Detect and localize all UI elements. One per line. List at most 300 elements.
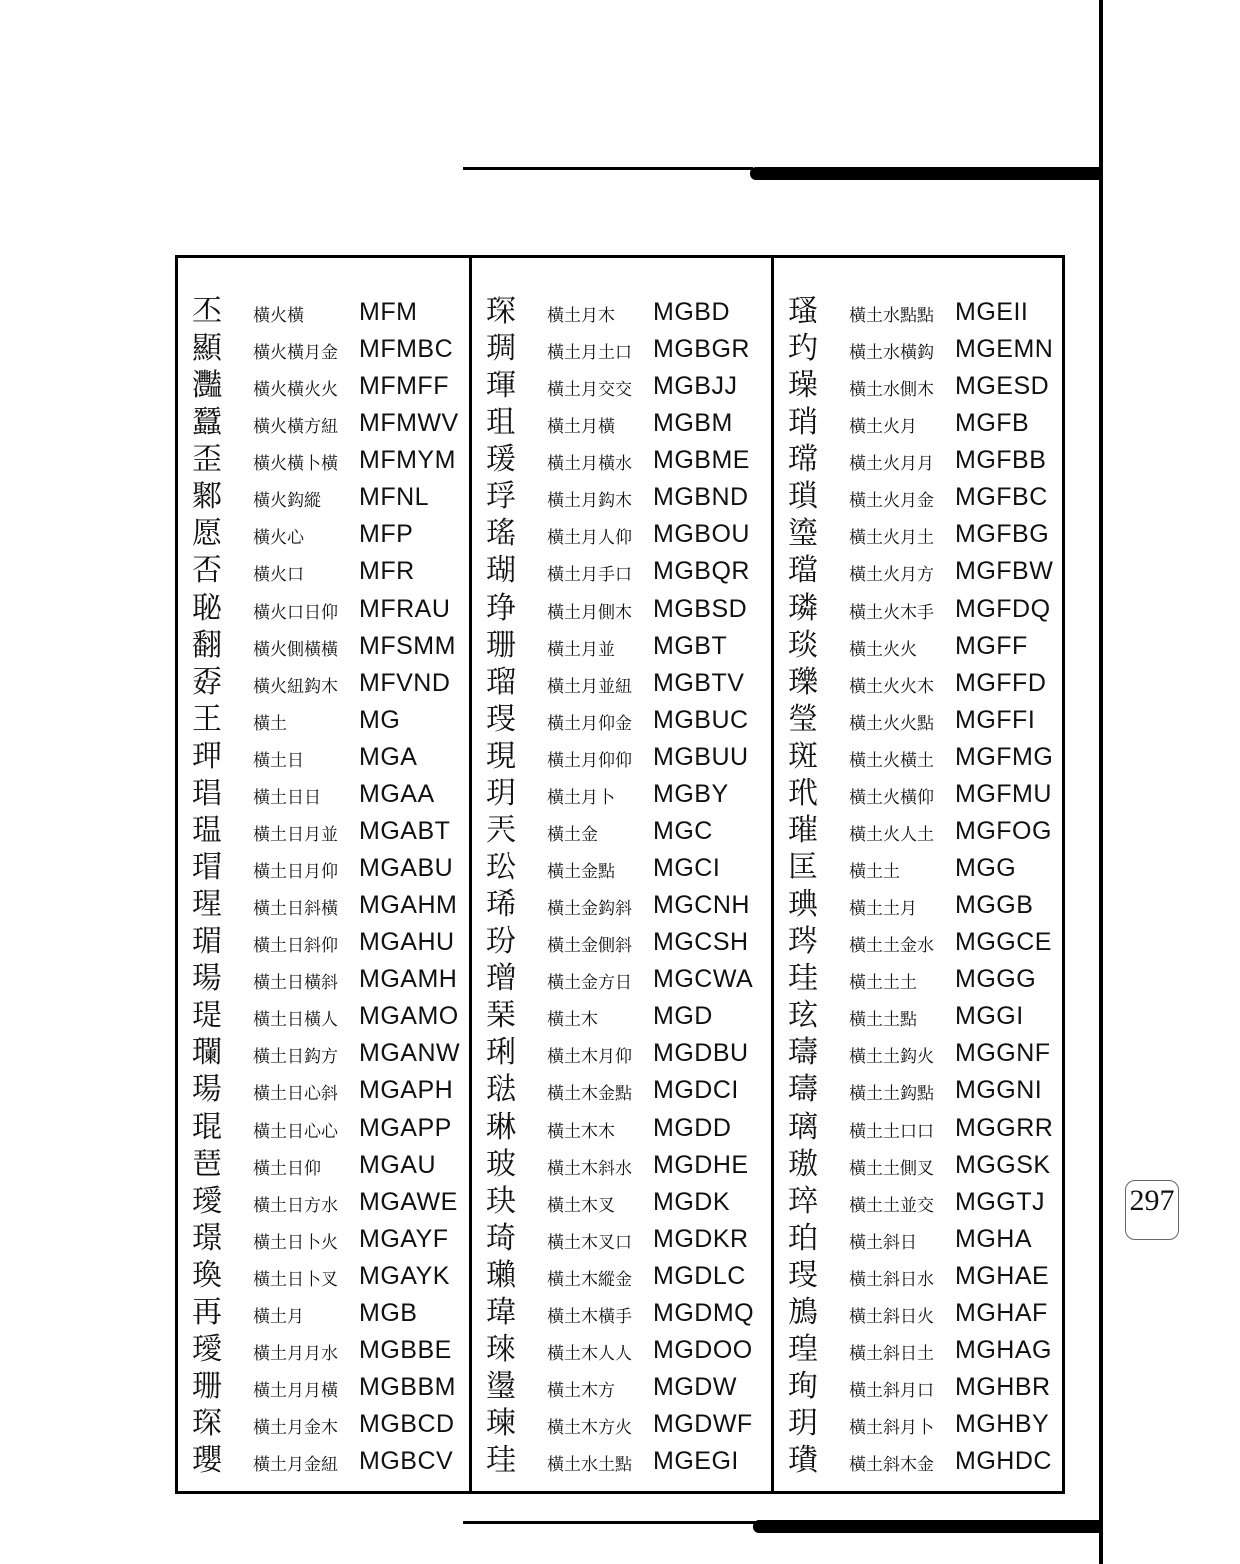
input-code: MGFB: [955, 409, 1030, 438]
radical-sequence: 橫土日鈎方: [253, 1047, 338, 1068]
table-row: [774, 1365, 1065, 1405]
radical-sequence: 橫土火火: [849, 639, 917, 660]
input-code: MGEGI: [653, 1447, 739, 1476]
table-row: [472, 475, 771, 515]
character: 璘: [788, 590, 818, 626]
input-code: MGBND: [653, 483, 749, 512]
table-row: [774, 1291, 1065, 1328]
radical-sequence: 橫土斜日: [849, 1232, 917, 1253]
character: 珊: [486, 627, 516, 663]
radical-sequence: 橫土日斜仰: [253, 936, 338, 957]
table-row: [774, 1217, 1065, 1254]
radical-sequence: 橫土木斜水: [547, 1158, 632, 1179]
radical-sequence: 橫火口: [253, 565, 304, 586]
character: 璪: [788, 368, 818, 404]
radical-sequence: 橫土月金木: [253, 1418, 338, 1439]
radical-sequence: 橫土日橫人: [253, 1010, 338, 1031]
radical-sequence: 橫土火月土: [849, 528, 934, 549]
radical-sequence: 橫土木木: [547, 1121, 615, 1142]
input-code: MG: [359, 705, 401, 734]
character: 玻: [486, 1146, 516, 1182]
input-code: MGFBC: [955, 483, 1048, 512]
radical-sequence: 橫土木叉口: [547, 1232, 632, 1253]
radical-sequence: 橫土金鈎斜: [547, 899, 632, 920]
table-row: [774, 587, 1065, 624]
input-code: MGAYF: [359, 1224, 449, 1253]
input-code: MGDW: [653, 1373, 737, 1402]
character: 璳: [788, 1443, 818, 1479]
table-row: [472, 661, 771, 698]
character: 瑒: [192, 961, 222, 997]
character: 玥: [788, 1406, 818, 1442]
table-row: [774, 661, 1065, 698]
input-code: MGGSK: [955, 1150, 1051, 1179]
radical-sequence: 橫土月木: [547, 306, 615, 326]
table-row: [178, 1106, 469, 1143]
character: 璔: [486, 961, 516, 997]
character: 珪: [486, 1443, 516, 1479]
table-row: [178, 1143, 469, 1180]
table-row: [472, 624, 771, 661]
radical-sequence: 橫土火火木: [849, 676, 934, 697]
table-row: [774, 327, 1065, 367]
table-row: [472, 809, 771, 846]
table-row: [178, 809, 469, 846]
input-code: MGAYK: [359, 1261, 450, 1290]
table-row: [774, 1402, 1065, 1442]
input-code: MFRAU: [359, 594, 451, 623]
input-code: MFMFF: [359, 372, 449, 401]
input-code: MGAPH: [359, 1076, 454, 1105]
input-code: MGAMO: [359, 1002, 459, 1031]
radical-sequence: 橫土火月方: [849, 565, 934, 586]
table-row: [472, 1254, 771, 1291]
table-row: [178, 1402, 469, 1442]
character: 現: [486, 738, 516, 774]
input-code: MGBY: [653, 779, 729, 808]
table-column-3: [771, 258, 1065, 1491]
radical-sequence: 橫火橫月金: [253, 343, 338, 364]
character: 瓎: [486, 1257, 516, 1293]
page-right-rule: [1099, 0, 1103, 1564]
input-code: MGAPP: [359, 1113, 452, 1142]
input-code: MGBSD: [653, 594, 748, 623]
character: 琶: [192, 1146, 222, 1182]
radical-sequence: 橫土月橫水: [547, 454, 632, 475]
table-row: [178, 661, 469, 698]
input-code: MGFBB: [955, 446, 1047, 475]
radical-sequence: 橫土木方火: [547, 1418, 632, 1439]
table-row: [472, 1439, 771, 1479]
character: 璹: [788, 1035, 818, 1071]
input-code: MGDCI: [653, 1076, 739, 1105]
table-row: [472, 1106, 771, 1143]
table-row: [774, 624, 1065, 661]
radical-sequence: 橫土火橫土: [849, 750, 934, 771]
table-row: [472, 512, 771, 552]
character: 琈: [486, 479, 516, 515]
character: 珊: [192, 1369, 222, 1405]
character: 鄹: [192, 479, 222, 515]
character: 瓓: [192, 1035, 222, 1071]
character: 璀: [788, 812, 818, 848]
input-code: MFM: [359, 298, 418, 326]
table-row: [472, 1031, 771, 1071]
table-row: [774, 994, 1065, 1034]
table-row: [472, 1143, 771, 1180]
input-code: MFMYM: [359, 446, 456, 475]
radical-sequence: 橫火橫火火: [253, 380, 338, 401]
page-number: 297: [1125, 1180, 1179, 1240]
input-code: MGDHE: [653, 1150, 749, 1179]
radical-sequence: 橫土金方日: [547, 973, 632, 994]
character: 琍: [486, 1035, 516, 1071]
character: 琹: [486, 998, 516, 1034]
character: 否: [192, 553, 222, 589]
input-code: MGAU: [359, 1150, 436, 1179]
table-row: [774, 512, 1065, 552]
input-code: MGAA: [359, 779, 435, 808]
radical-sequence: 橫土斜日水: [849, 1269, 934, 1290]
radical-sequence: 橫土土口口: [849, 1121, 934, 1142]
radical-sequence: 橫土月人仰: [547, 528, 632, 549]
input-code: MGFF: [955, 631, 1028, 660]
radical-sequence: 橫土日: [253, 750, 304, 771]
character: 瑓: [486, 1406, 516, 1442]
character: 瑩: [788, 701, 818, 737]
table-row: [178, 512, 469, 552]
input-code: MGAWE: [359, 1187, 458, 1216]
input-code: MGHDC: [955, 1447, 1052, 1476]
table-row: [178, 1180, 469, 1217]
character: 玾: [192, 738, 222, 774]
radical-sequence: 橫土日方水: [253, 1195, 338, 1216]
radical-sequence: 橫火橫: [253, 306, 304, 326]
input-code: MGCSH: [653, 928, 749, 957]
character: 璃: [788, 1109, 818, 1145]
table-row: [178, 549, 469, 589]
input-code: MGGG: [955, 965, 1037, 994]
radical-sequence: 橫土水橫鈎: [849, 343, 934, 364]
input-code: MGCNH: [653, 891, 750, 920]
input-code: MGEII: [955, 298, 1029, 326]
radical-sequence: 橫土火火點: [849, 713, 934, 734]
input-code: MGDKR: [653, 1224, 749, 1253]
code-table: [175, 255, 1065, 1494]
character: 瑠: [486, 664, 516, 700]
table-row: [472, 1365, 771, 1405]
table-row: [774, 401, 1065, 441]
character: 璗: [486, 1369, 516, 1405]
character: 灩: [192, 368, 222, 404]
character: 瓔: [192, 1443, 222, 1479]
input-code: MGFDQ: [955, 594, 1051, 623]
radical-sequence: 橫土木人人: [547, 1343, 632, 1364]
character: 孬: [192, 664, 222, 700]
radical-sequence: 橫火側橫橫: [253, 639, 338, 660]
character: 再: [192, 1294, 222, 1330]
character: 瑗: [486, 442, 516, 478]
input-code: MGBD: [653, 298, 730, 326]
input-code: MGDD: [653, 1113, 732, 1142]
table-row: [774, 809, 1065, 846]
radical-sequence: 橫土土側叉: [849, 1158, 934, 1179]
character: 瑚: [486, 553, 516, 589]
table-row: [774, 698, 1065, 735]
top-thick-rule: [750, 167, 1100, 180]
input-code: MGHBR: [955, 1373, 1051, 1402]
radical-sequence: 橫土土金水: [849, 936, 934, 957]
character: 琱: [486, 331, 516, 367]
character: 瑍: [192, 1257, 222, 1293]
table-row: [774, 1143, 1065, 1180]
input-code: MGBCD: [359, 1410, 455, 1439]
input-code: MGGB: [955, 891, 1034, 920]
character: 瓅: [788, 664, 818, 700]
table-row: [178, 1365, 469, 1405]
character: 珪: [788, 961, 818, 997]
input-code: MGGNI: [955, 1076, 1043, 1105]
table-row: [774, 1328, 1065, 1365]
character: 瑣: [788, 479, 818, 515]
character: 瑆: [192, 887, 222, 923]
radical-sequence: 橫火口日仰: [253, 602, 338, 623]
radical-sequence: 橫土月仰金: [547, 713, 632, 734]
character: 琑: [788, 405, 818, 441]
character: 琝: [788, 1257, 818, 1293]
radical-sequence: 橫土火月: [849, 417, 917, 438]
table-row: [774, 846, 1065, 886]
radical-sequence: 橫土日仰: [253, 1158, 321, 1179]
table-row: [178, 1439, 469, 1479]
table-row: [774, 772, 1065, 809]
input-code: MGFBW: [955, 557, 1054, 586]
input-code: MGG: [955, 854, 1017, 883]
input-code: MFP: [359, 520, 414, 549]
table-row: [472, 846, 771, 886]
character: 琌: [788, 924, 818, 960]
character: 琛: [192, 1406, 222, 1442]
radical-sequence: 橫土木叉: [547, 1195, 615, 1216]
table-row: [472, 290, 771, 327]
input-code: MFVND: [359, 668, 451, 697]
character: 珀: [788, 1220, 818, 1256]
table-row: [472, 883, 771, 923]
table-row: [472, 772, 771, 809]
radical-sequence: 橫土日月仰: [253, 862, 338, 883]
table-row: [472, 698, 771, 735]
character: 䎵: [192, 590, 222, 626]
input-code: MGBOU: [653, 520, 750, 549]
table-row: [178, 1217, 469, 1254]
character: 愿: [192, 516, 222, 552]
character: 璦: [192, 1183, 222, 1219]
input-code: MGBM: [653, 409, 733, 438]
character: 珣: [788, 1369, 818, 1405]
character: 琿: [486, 368, 516, 404]
radical-sequence: 橫土木金點: [547, 1084, 632, 1105]
input-code: MGBBE: [359, 1335, 452, 1364]
input-code: MGB: [359, 1298, 418, 1327]
table-row: [774, 735, 1065, 772]
input-code: MGCI: [653, 854, 721, 883]
table-row: [178, 883, 469, 923]
input-code: MFNL: [359, 483, 430, 512]
input-code: MGDWF: [653, 1410, 753, 1439]
character: 瑒: [192, 1072, 222, 1108]
character: 琗: [788, 1183, 818, 1219]
input-code: MGAHM: [359, 891, 458, 920]
table-row: [774, 1106, 1065, 1143]
table-row: [178, 364, 469, 404]
table-row: [472, 994, 771, 1034]
table-row: [178, 957, 469, 997]
character: 斑: [788, 738, 818, 774]
character: 翻: [192, 627, 222, 663]
character: 琤: [486, 590, 516, 626]
input-code: MGGNF: [955, 1039, 1051, 1068]
table-row: [472, 549, 771, 589]
table-row: [774, 290, 1065, 327]
input-code: MGHBY: [955, 1410, 1050, 1439]
input-code: MGBTV: [653, 668, 745, 697]
radical-sequence: 橫土月月橫: [253, 1381, 338, 1402]
character: 璈: [788, 1146, 818, 1182]
input-code: MGFFD: [955, 668, 1047, 697]
radical-sequence: 橫土日卜叉: [253, 1269, 338, 1290]
table-row: [472, 1068, 771, 1108]
character: 顯: [192, 331, 222, 367]
radical-sequence: 橫土金側斜: [547, 936, 632, 957]
character: 瑤: [486, 516, 516, 552]
character: 瑵: [788, 294, 818, 329]
table-row: [774, 1068, 1065, 1108]
radical-sequence: 橫土火人土: [849, 824, 934, 845]
table-row: [774, 475, 1065, 515]
table-row: [178, 772, 469, 809]
radical-sequence: 橫土日心心: [253, 1121, 338, 1142]
radical-sequence: 橫土月鈎木: [547, 491, 632, 512]
input-code: MGAMH: [359, 965, 458, 994]
character: 瑺: [788, 442, 818, 478]
character: 琝: [486, 701, 516, 737]
table-row: [178, 920, 469, 960]
radical-sequence: 橫土火木手: [849, 602, 934, 623]
character: 琨: [192, 1109, 222, 1145]
input-code: MGBUC: [653, 705, 749, 734]
character: 瑋: [486, 1294, 516, 1330]
table-row: [178, 290, 469, 327]
input-code: MGBBM: [359, 1373, 456, 1402]
radical-sequence: 橫土土鈎火: [849, 1047, 934, 1068]
input-code: MGA: [359, 742, 418, 771]
input-code: MGFMU: [955, 779, 1052, 808]
input-code: MGBUU: [653, 742, 749, 771]
radical-sequence: 橫火鈎縱: [253, 491, 321, 512]
character: 玳: [788, 775, 818, 811]
table-row: [472, 920, 771, 960]
input-code: MGBT: [653, 631, 728, 660]
input-code: MGESD: [955, 372, 1050, 401]
radical-sequence: 橫火心: [253, 528, 304, 549]
character: 瑬: [788, 516, 818, 552]
character: 瑅: [192, 998, 222, 1034]
character: 歪: [192, 442, 222, 478]
input-code: MGCWA: [653, 965, 754, 994]
radical-sequence: 橫土土土: [849, 973, 917, 994]
input-code: MGGRR: [955, 1113, 1054, 1142]
input-code: MGBQR: [653, 557, 750, 586]
input-code: MGGI: [955, 1002, 1024, 1031]
radical-sequence: 橫土斜月口: [849, 1381, 934, 1402]
table-row: [178, 475, 469, 515]
radical-sequence: 橫火橫卜橫: [253, 454, 338, 475]
character: 珇: [486, 405, 516, 441]
table-row: [178, 327, 469, 367]
radical-sequence: 橫土月月水: [253, 1343, 338, 1364]
radical-sequence: 橫土斜日火: [849, 1306, 934, 1327]
table-row: [472, 1402, 771, 1442]
input-code: MGANW: [359, 1039, 461, 1068]
table-row: [178, 1254, 469, 1291]
input-code: MGHAF: [955, 1298, 1048, 1327]
character: 琺: [486, 1072, 516, 1108]
radical-sequence: 橫土火橫仰: [849, 787, 934, 808]
radical-sequence: 橫土月金紐: [253, 1455, 338, 1476]
character: 蠶: [192, 405, 222, 441]
character: 瑝: [788, 1331, 818, 1367]
radical-sequence: 橫土斜木金: [849, 1455, 934, 1476]
table-row: [472, 1217, 771, 1254]
input-code: MFR: [359, 557, 415, 586]
radical-sequence: 橫土月卜: [547, 787, 615, 808]
character: 瑂: [192, 924, 222, 960]
radical-sequence: 橫土土並交: [849, 1195, 934, 1216]
character: 瑁: [192, 850, 222, 886]
table-row: [472, 1328, 771, 1365]
radical-sequence: 橫土斜日土: [849, 1343, 934, 1364]
character: 琠: [788, 887, 818, 923]
character: 匡: [788, 850, 818, 886]
table-row: [178, 735, 469, 772]
radical-sequence: 橫土土點: [849, 1010, 917, 1031]
input-code: MGDMQ: [653, 1298, 755, 1327]
radical-sequence: 橫土土: [849, 862, 900, 883]
character: 琦: [486, 1220, 516, 1256]
radical-sequence: 橫土: [253, 713, 287, 734]
table-row: [178, 624, 469, 661]
table-row: [774, 957, 1065, 997]
radical-sequence: 橫土水側木: [849, 380, 934, 401]
character: 琜: [486, 1331, 516, 1367]
input-code: MGHAG: [955, 1335, 1052, 1364]
input-code: MGABU: [359, 854, 454, 883]
input-code: MFMBC: [359, 335, 454, 364]
table-row: [774, 1439, 1065, 1479]
radical-sequence: 橫土斜月卜: [849, 1418, 934, 1439]
radical-sequence: 橫土月橫: [547, 417, 615, 438]
radical-sequence: 橫土日橫斜: [253, 973, 338, 994]
input-code: MGAHU: [359, 928, 455, 957]
character: 玓: [788, 331, 818, 367]
table-row: [774, 920, 1065, 960]
table-row: [178, 438, 469, 478]
radical-sequence: 橫土日月並: [253, 824, 338, 845]
table-row: [774, 549, 1065, 589]
table-row: [472, 587, 771, 624]
radical-sequence: 橫土日心斜: [253, 1084, 338, 1105]
input-code: MGGCE: [955, 928, 1052, 957]
